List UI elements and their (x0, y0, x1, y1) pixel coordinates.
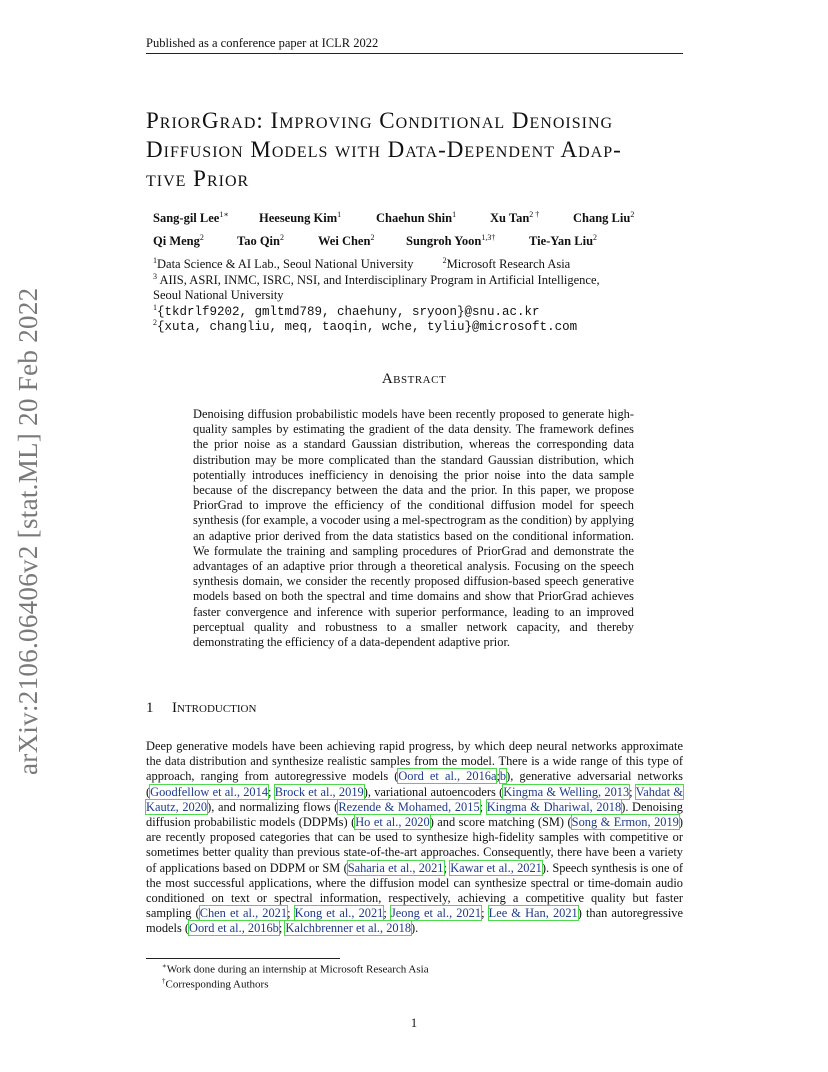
paper-title (146, 106, 686, 193)
citation-link[interactable]: Goodfellow et al., 2014 (150, 784, 269, 799)
footnote-rule (146, 958, 340, 959)
citation-link[interactable]: Kong et al., 2021 (294, 906, 384, 921)
author-name: Wei Chen$^2$ (318, 233, 375, 249)
title-line-2: Diffusion Models with Data-Dependent Adap- (146, 137, 622, 162)
author-name: Qi Meng$^2$ (153, 233, 204, 249)
section-title: Introduction (172, 700, 257, 716)
section-number: 1 (146, 700, 154, 716)
author-name: Tie-Yan Liu$^2$ (529, 233, 598, 249)
section-heading (146, 700, 256, 717)
author-name: Xu Tan$^{2 \dagger}$ (490, 210, 540, 226)
title-line-3: tive Prior (146, 166, 250, 191)
footnote-1: ∗Work done during an internship at Microsoft Research Asia (162, 962, 429, 976)
arxiv-stamp: arXiv:2106.06406v2 [stat.ML] 20 Feb 2022 (13, 287, 43, 775)
citation-link[interactable]: b (499, 769, 507, 784)
abstract-heading: Abstract (381, 371, 447, 387)
footnote-2: †Corresponding Authors (162, 977, 269, 991)
author-name: Sang-gil Lee$^{1∗}$ (153, 210, 229, 226)
citation-link[interactable]: Kawar et al., 2021 (450, 860, 542, 875)
author-name: Chaehun Shin$^1$ (376, 210, 457, 226)
abstract-text: Denoising diffusion probabilistic models have been recently proposed to generate high-quality samples by estimating the gradient of the data density. The framework defines the prior noise as a standard Gaussian distribution, whereas the corresponding data distribution may be more complicated than the standard Gaussian distribution, which potentially introduces inefficiency in denoising the prior noise into the data sample because of the discrepancy between the data and the prior. In this paper, we propose PriorGrad to improve the efficiency of the conditional diffusion model for speech synthesis (for example, a vocoder using a mel-spectrogram as the condition) by applying an adaptive prior derived from the data statistics based on the conditional information. We formulate the training and sampling procedures of PriorGrad and demonstrate the advantages of an adaptive prior through a theoretical analysis. Focusing on the speech synthesis domain, we consider the recently proposed diffusion-based speech generative models based on both the spectral and time domains and show that PriorGrad achieves faster convergence and inference with superior performance, leading to an improved perceptual quality and robustness to a smaller network capacity, and thereby demonstrating the efficiency of a data-dependent adaptive prior. (193, 407, 634, 650)
citation-link[interactable]: Ho et al., 2020 (355, 815, 430, 830)
affiliation-3-cont: Seoul National University (153, 288, 284, 302)
affiliation-3: $^3$ AIIS, ASRI, INMC, ISRC, NSI, and Interdisciplinary Program in Artificial Intelligence, (153, 272, 600, 288)
author-name: Sungroh Yoon$^{1,3\dagger}$ (406, 233, 496, 249)
citation-link[interactable]: Rezende & Mohamed, 2015 (338, 799, 480, 814)
citation-link[interactable]: Kingma & Dhariwal, 2018 (486, 799, 622, 814)
running-head: Published as a conference paper at ICLR 2022 (146, 36, 379, 50)
citation-link[interactable]: Song & Ermon, 2019 (571, 815, 679, 830)
citation-link[interactable]: Vahdat & Kautz, 2020 (146, 784, 683, 814)
citation-link[interactable]: Chen et al., 2021 (199, 906, 288, 921)
citation-link[interactable]: Kalchbrenner et al., 2018 (285, 921, 412, 936)
citation-link[interactable]: Oord et al., 2016a (398, 769, 497, 784)
citation-link[interactable]: Brock et al., 2019 (274, 784, 364, 799)
email-line-1: $^1${tkdrlf9202, gmltmd789, chaehuny, sryoon}@snu.ac.kr (153, 303, 540, 320)
author-name: Tao Qin$^2$ (237, 233, 284, 249)
citation-link[interactable]: Saharia et al., 2021 (347, 860, 444, 875)
citation-link[interactable]: Kingma & Welling, 2013 (503, 784, 630, 799)
citation-link[interactable]: Lee & Han, 2021 (488, 906, 578, 921)
header-rule (146, 53, 683, 54)
author-name: Chang Liu$^2$ (573, 210, 635, 226)
citation-link[interactable]: Oord et al., 2016b (189, 921, 279, 936)
author-name: Heeseung Kim$^1$ (259, 210, 342, 226)
intro-paragraph: Deep generative models have been achieving rapid progress, by which deep neural networks approximate the data distribution and synthesize realistic samples from the model. There is a wide range of this type of approach, ranging from autoregressive models (Oord et al., 2016a;b), generative adversarial networks (Goodfellow et al., 2014; Brock et al., 2019), variational autoencoders (Kingma & Welling, 2013; Vahdat & Kautz, 2020), and normalizing flows (Rezende & Mohamed, 2015; Kingma & Dhariwal, 2018). Denoising diffusion probabilistic models (DDPMs) (Ho et al., 2020) and score matching (SM) (Song & Ermon, 2019) are recently proposed categories that can be used to synthesize high-fidelity samples with competitive or sometimes better quality than previous state-of-the-art approaches. Consequently, there have been a variety of applications based on DDPM or SM (Saharia et al., 2021; Kawar et al., 2021). Speech synthesis is one of the most successful applications, where the diffusion model can synthesize spectral or time-domain audio conditioned on text or spectral information, respectively, achieving a competitive quality but faster sampling (Chen et al., 2021; Kong et al., 2021; Jeong et al., 2021; Lee & Han, 2021) than autoregressive models (Oord et al., 2016b; Kalchbrenner et al., 2018). (146, 739, 684, 936)
citation-link[interactable]: Jeong et al., 2021 (390, 906, 482, 921)
page-number: 1 (410, 1016, 418, 1030)
email-line-2: $^2${xuta, changliu, meq, taoqin, wche, tyliu}@microsoft.com (153, 318, 578, 335)
affiliation-1-2: $^1$Data Science & AI Lab., Seoul National University $^2$Microsoft Research Asia (153, 256, 571, 272)
title-line-1: PriorGrad: Improving Conditional Denoising (146, 108, 614, 133)
